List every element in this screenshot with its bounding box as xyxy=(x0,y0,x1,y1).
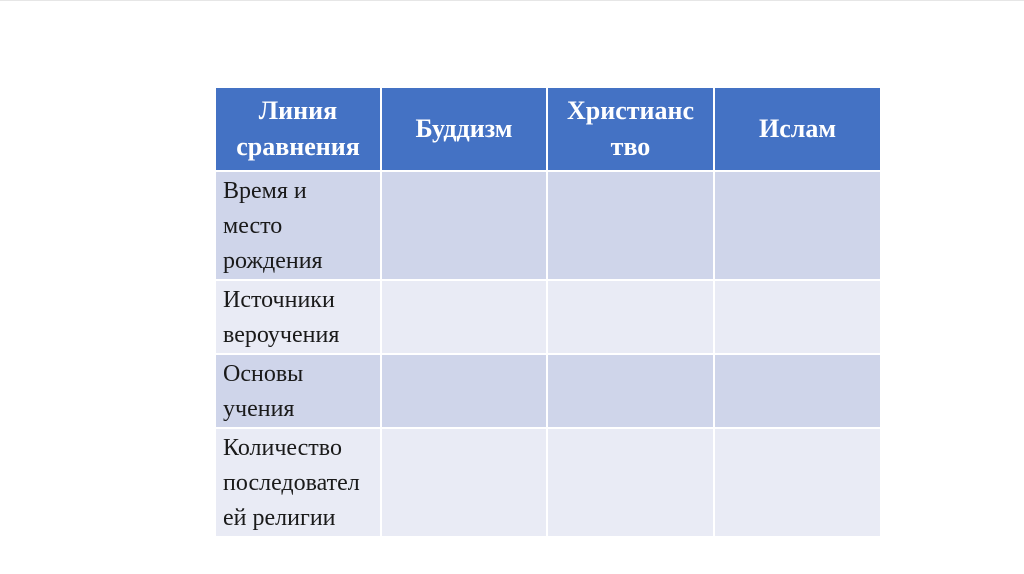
row-label-cell xyxy=(215,171,381,280)
table-cell[interactable] xyxy=(547,280,714,354)
table-cell[interactable] xyxy=(714,354,881,428)
table-cell[interactable] xyxy=(547,428,714,537)
row-label-cell xyxy=(215,354,381,428)
table-cell[interactable] xyxy=(381,171,547,280)
row-label-cell xyxy=(215,428,381,537)
header-buddhism xyxy=(381,87,547,171)
header-label: Буддизм xyxy=(415,114,513,143)
table-cell[interactable] xyxy=(381,354,547,428)
comparison-table xyxy=(214,86,882,538)
table-cell[interactable] xyxy=(381,428,547,537)
slide-top-border xyxy=(0,0,1024,1)
header-christianity xyxy=(547,87,714,171)
header-label: Линия сравнения xyxy=(236,96,360,161)
table-row xyxy=(215,280,881,354)
table-header-row xyxy=(215,87,881,171)
row-label: Количество последовател ей религии xyxy=(223,435,360,531)
table-row xyxy=(215,171,881,280)
header-comparison-line xyxy=(215,87,381,171)
table-row xyxy=(215,354,881,428)
table-cell[interactable] xyxy=(547,354,714,428)
table-cell[interactable] xyxy=(714,280,881,354)
row-label: Время и место рождения xyxy=(223,178,323,274)
table-row xyxy=(215,428,881,537)
header-islam xyxy=(714,87,881,171)
header-label: Ислам xyxy=(758,114,837,143)
table-cell[interactable] xyxy=(381,280,547,354)
row-label: Основы учения xyxy=(223,361,304,422)
row-label-cell xyxy=(215,280,381,354)
row-label: Источники вероучения xyxy=(223,287,340,348)
table-cell[interactable] xyxy=(714,171,881,280)
table-cell[interactable] xyxy=(547,171,714,280)
header-label: Христианс тво xyxy=(566,96,695,161)
table-cell[interactable] xyxy=(714,428,881,537)
